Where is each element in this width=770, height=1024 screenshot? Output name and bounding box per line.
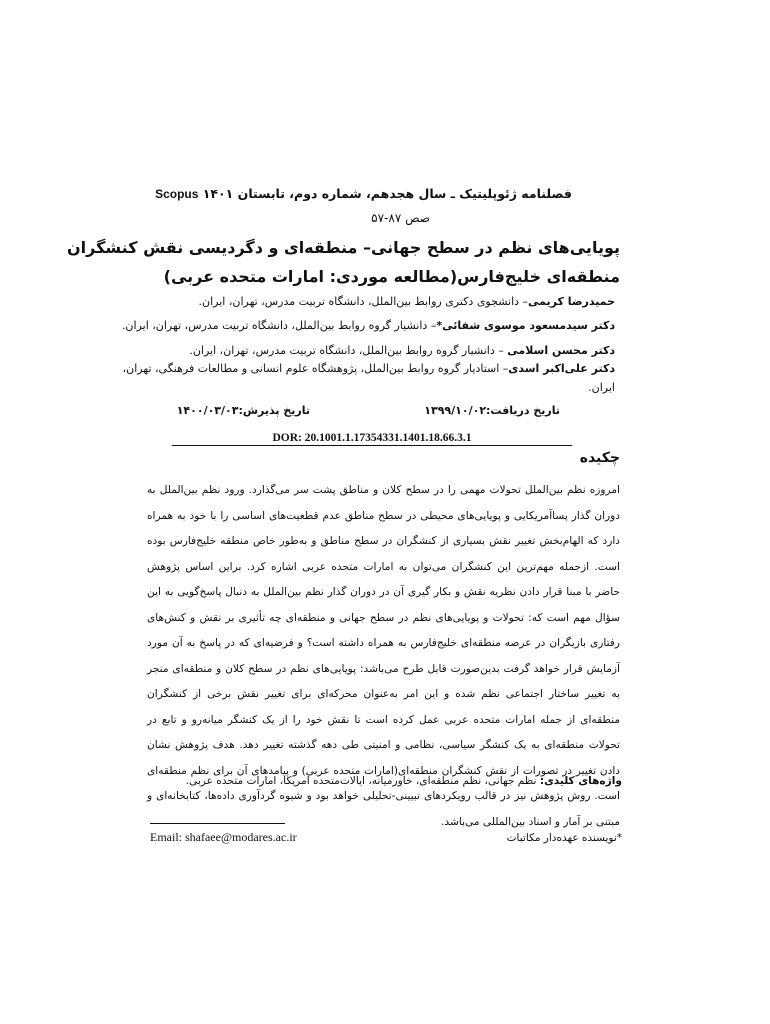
journal-issue: فصلنامه ژئوپلیتیک ـ سال هجدهم، شماره دوم، تابستان ۱۴۰۱ bbox=[202, 186, 572, 201]
scopus-label: Scopus bbox=[155, 187, 199, 201]
footnote-divider bbox=[150, 823, 285, 824]
keywords-value: نظم جهانی، نظم منطقه‌ای، خاورمیانه، ایالات‌متحده آمریکا، امارات متحده عربی. bbox=[185, 775, 540, 787]
author-4 bbox=[122, 361, 615, 377]
author-1 bbox=[135, 294, 615, 310]
author-email: Email: shafaee@modares.ac.ir bbox=[150, 830, 297, 844]
page-range: صص ۸۷-۵۷ bbox=[371, 211, 430, 225]
corresponding-author-note: *نویسنده عهده‌دار مکاتبات bbox=[506, 832, 622, 844]
article-title-line-1: پویایی‌های نظم در سطح جهانی– منطقه‌ای و دگردیسی نقش کنشگران bbox=[66, 238, 620, 257]
doi-identifier: DOR: 20.1001.1.17354331.1401.18.66.3.1 bbox=[272, 432, 472, 444]
accepted-date: تاریخ پذیرش:۱۴۰۰/۰۳/۰۳ bbox=[176, 404, 310, 417]
author-affiliation: – استادیار گروه روابط بین‌الملل، پژوهشگاه علوم انسانی و مطالعات فرهنگی، تهران، bbox=[122, 362, 509, 375]
author-4-continuation: ایران. bbox=[588, 381, 615, 394]
author-name: حمیدرضا کریمی bbox=[528, 295, 615, 308]
journal-header bbox=[152, 186, 572, 201]
keywords-label: واژه‌های کلیدی: bbox=[539, 775, 622, 787]
author-affiliation: – دانشیار گروه روابط بین‌الملل، دانشگاه تربیت مدرس، تهران، ایران. bbox=[121, 319, 437, 332]
author-affiliation: – دانشجوی دکتری روابط بین‌الملل، دانشگاه تربیت مدرس، تهران، ایران. bbox=[198, 295, 529, 308]
keywords bbox=[152, 775, 622, 787]
author-2 bbox=[121, 318, 615, 334]
abstract-body: امروزه نظم بین‌الملل تحولات مهمی را در سطح کلان و مناطق پشت سر می‌گذارد. ورود نظم بین‌الملل به دوران گذار پساآمریکایی و پویایی‌های محیطی در سطح مناطق عدم قطعیت‌های اساسی را با خود به همراه دارد که الهام‌بخش تغییر نقش بسیاری از کنشگران در سطح مناطق و به‌طور خاص منطقه خلیج‌فارس بوده است. ازجمله مهم‌ترین این کنشگران می‌توان به امارات متحده عربی اشاره کرد. براین اساس پژوهش حاضر با مبنا قرار دادن نظریه نقش و بکار گیری آن در دوران گذار نظم بین‌الملل به دنبال پاسخ‌گویی به این سؤال مهم است که: تحولات و پویایی‌های نظم در سطح جهانی و منطقه‌ای چه تأثیری بر نقش و کنش‌های رفتاری بازیگران در عرصه منطقه‌ای خلیج‌فارس به همراه داشته است؟ و فرضیه‌ای که در پاسخ به آن مورد آزمایش قرار خواهد گرفت بدین‌صورت قابل طرح می‌باشد: پویایی‌های نظم در سطح کلان و منطقه‌ای منجر به تغییر ساختار اجتماعی نظم شده و این امر به‌عنوان محرکه‌ای برای تغییر نقش برخی از کنشگران منطقه‌ای از جمله امارات متحده عربی عمل کرده است تا نقش خود را از یک کنشگر میانه‌رو و تابع در تحولات منطقه‌ای به یک کنشگر سیاسی، نظامی و امنیتی طی دهه گذشته تغییر دهد. هدف پژوهش نشان دادن تغییر در تصورات از نقش کنشگران منطقه‌ای(امارات متحده عربی) و پیامدهای آن برای نظم منطقه‌ای است. روش پژوهش نیز در قالب رویکردهای تبیینی-تحلیلی خواهد بود و شیوه گردآوری داده‌ها، کتابخانه‌ای و مبتنی بر آمار و اسناد بین‌المللی می‌باشد. bbox=[147, 484, 620, 828]
author-3 bbox=[135, 343, 615, 359]
received-date: تاریخ دریافت:۱۳۹۹/۱۰/۰۲ bbox=[424, 404, 560, 417]
author-name: دکتر سیدمسعود موسوی شفائی bbox=[442, 319, 615, 332]
author-name: دکتر علی‌اکبر اسدی bbox=[508, 362, 615, 375]
doi-block bbox=[172, 432, 572, 446]
abstract-heading: چکیده bbox=[579, 450, 620, 466]
article-title-line-2: منطقه‌ای خلیج‌فارس(مطالعه موردی: امارات متحده عربی) bbox=[163, 267, 620, 286]
author-name: دکتر محسن اسلامی bbox=[507, 344, 615, 357]
author-affiliation: – دانشیار گروه روابط بین‌الملل، دانشگاه تربیت مدرس، تهران، ایران. bbox=[189, 344, 508, 357]
corresponding-mark: * bbox=[436, 319, 443, 332]
